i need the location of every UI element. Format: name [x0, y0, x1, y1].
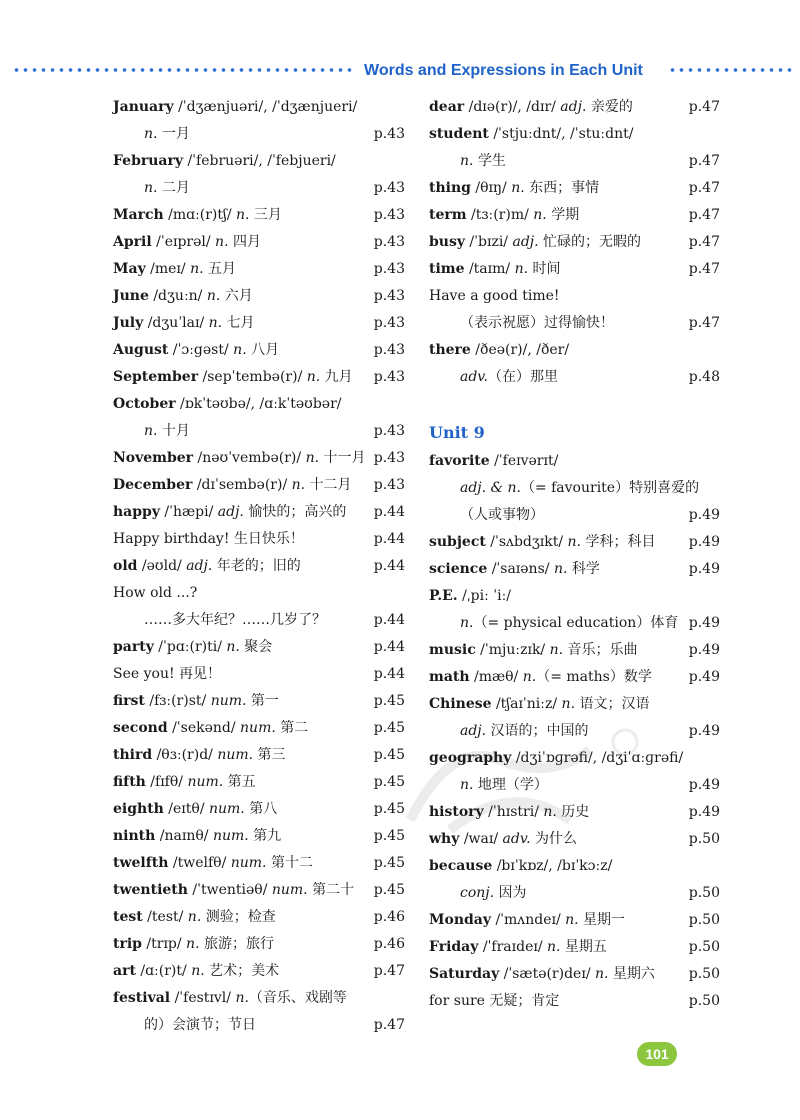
vocab-entry [113, 580, 405, 634]
entry-continuation [429, 718, 720, 745]
vocab-entry [113, 310, 405, 337]
entry-line [113, 769, 405, 796]
entry-line [429, 664, 720, 691]
entry-text: trip /trɪp/ n. 旅游；旅行 [113, 936, 274, 952]
entry-text: July /dʒuˈlaɪ/ n. 七月 [113, 315, 255, 331]
entry-text: art /ɑː(r)t/ n. 艺术；美术 [113, 963, 280, 979]
page-ref: p.49 [688, 615, 720, 631]
entry-text: ninth /naɪnθ/ num. 第九 [113, 828, 282, 844]
unit9-entries [429, 448, 720, 1015]
vocab-entry [113, 769, 405, 796]
entry-line [429, 907, 720, 934]
vocab-entry [113, 715, 405, 742]
page-ref: p.46 [373, 936, 405, 952]
page-ref: p.49 [688, 669, 720, 685]
entry-line [113, 877, 405, 904]
page-ref: p.43 [373, 261, 405, 277]
entry-text: April /ˈeɪprəl/ n. 四月 [113, 234, 261, 250]
entry-text: conj. 因为 [460, 885, 527, 901]
page-ref: p.49 [688, 561, 720, 577]
entry-text: n. 十月 [144, 423, 190, 439]
entry-line [429, 988, 720, 1015]
page-number-badge: 101 [637, 1042, 677, 1066]
entry-continuation [429, 310, 720, 337]
vocab-entry [113, 256, 405, 283]
entry-text: Monday /ˈmʌndeɪ/ n. 星期一 [429, 912, 626, 928]
entry-line [113, 256, 405, 283]
entry-text: n.（= physical education）体育 [460, 615, 679, 631]
entry-line [113, 715, 405, 742]
entry-text: February /ˈfebruəri/, /ˈfebjueri/ [113, 153, 336, 169]
vocab-entry [113, 634, 405, 661]
entry-line [113, 850, 405, 877]
entry-text: adj. & n.（= favourite）特别喜爱的 [460, 480, 700, 496]
entry-text: math /mæθ/ n.（= maths）数学 [429, 669, 652, 685]
page-ref: p.43 [373, 234, 405, 250]
entry-line [113, 526, 405, 553]
page-ref: p.45 [373, 720, 405, 736]
page-ref: p.43 [373, 288, 405, 304]
page-ref: p.44 [373, 639, 405, 655]
entry-text: （人或事物） [460, 507, 544, 523]
vocab-entry [429, 637, 720, 664]
vocab-entry [113, 364, 405, 391]
page-ref: p.45 [373, 774, 405, 790]
vocab-entry [429, 826, 720, 853]
entry-text: n. 二月 [144, 180, 190, 196]
vocab-entry [429, 556, 720, 583]
entry-text: subject /ˈsʌbdʒɪkt/ n. 学科；科目 [429, 534, 656, 550]
unit-heading: Unit 9 [429, 423, 485, 442]
vocab-entry [429, 961, 720, 988]
entry-line [113, 148, 405, 175]
entry-text: geography /dʒiˈɒɡrəfi/, /dʒiˈɑːɡrəfi/ [429, 750, 684, 766]
entry-line [429, 175, 720, 202]
page-ref: p.49 [688, 723, 720, 739]
vocab-entry [113, 877, 405, 904]
entry-text: Happy birthday! 生日快乐！ [113, 531, 304, 547]
page-ref: p.47 [688, 153, 720, 169]
entry-text: science /ˈsaɪəns/ n. 科学 [429, 561, 600, 577]
entry-text: n. 地理（学） [460, 777, 548, 793]
unit8-entries [429, 94, 720, 391]
page-ref: p.43 [373, 369, 405, 385]
page-ref: p.46 [373, 909, 405, 925]
page-ref: p.47 [688, 234, 720, 250]
page-ref: p.50 [688, 939, 720, 955]
entry-text: Friday /ˈfraɪdeɪ/ n. 星期五 [429, 939, 607, 955]
vocab-entry [429, 529, 720, 556]
vocab-entry [429, 988, 720, 1015]
page-ref: p.49 [688, 534, 720, 550]
page-ref: p.47 [688, 315, 720, 331]
vocab-entry [113, 553, 405, 580]
vocab-entry [429, 799, 720, 826]
vocab-entry [113, 229, 405, 256]
entry-text: How old ...? [113, 585, 198, 601]
entry-line [429, 799, 720, 826]
entry-text: adv.（在）那里 [460, 369, 559, 385]
page-header [0, 58, 800, 84]
vocab-entry [113, 202, 405, 229]
entry-line [429, 94, 720, 121]
entry-line [113, 688, 405, 715]
page-ref: p.43 [373, 450, 405, 466]
entry-text: favorite /ˈfeɪvərɪt/ [429, 453, 559, 469]
entry-continuation [113, 121, 405, 148]
entry-text: twelfth /twelfθ/ num. 第十二 [113, 855, 313, 871]
page-ref: p.45 [373, 882, 405, 898]
vocab-entry [429, 691, 720, 745]
vocab-entry [113, 445, 405, 472]
entry-continuation [113, 175, 405, 202]
entry-line [429, 745, 720, 772]
entry-text: first /fɜː(r)st/ num. 第一 [113, 693, 279, 709]
entry-text: October /ɒkˈtəʊbə/, /ɑːkˈtəʊbər/ [113, 396, 342, 412]
vocab-entry [429, 664, 720, 691]
entry-line [113, 634, 405, 661]
entry-text: music /ˈmjuːzɪk/ n. 音乐；乐曲 [429, 642, 638, 658]
entry-line [429, 826, 720, 853]
vocab-entry [429, 934, 720, 961]
entry-text: why /waɪ/ adv. 为什么 [429, 831, 577, 847]
vocab-entry [113, 148, 405, 202]
vocab-entry [429, 337, 720, 391]
vocab-entry [429, 121, 720, 175]
entry-text: September /sepˈtembə(r)/ n. 九月 [113, 369, 353, 385]
entry-text: party /ˈpɑː(r)ti/ n. 聚会 [113, 639, 273, 655]
vocab-entry [429, 94, 720, 121]
page-ref: p.43 [373, 207, 405, 223]
entry-line [113, 202, 405, 229]
entry-line [113, 310, 405, 337]
entry-text: thing /θɪŋ/ n. 东西；事情 [429, 180, 600, 196]
entry-line [113, 553, 405, 580]
vocab-entry [113, 850, 405, 877]
vocab-entry [429, 175, 720, 202]
page-ref: p.47 [373, 1017, 405, 1033]
spacer [429, 391, 720, 418]
entry-line [113, 337, 405, 364]
entry-text: Saturday /ˈsætə(r)deɪ/ n. 星期六 [429, 966, 655, 982]
page-ref: p.48 [688, 369, 720, 385]
entry-text: （表示祝愿）过得愉快！ [460, 315, 614, 331]
entry-continuation [113, 1012, 405, 1039]
entry-text: Have a good time! [429, 288, 560, 304]
vocab-entry [113, 742, 405, 769]
vocab-entry [113, 499, 405, 526]
vocab-entry [429, 907, 720, 934]
entry-text: old /əʊld/ adj. 年老的；旧的 [113, 558, 301, 574]
vocab-entry [113, 931, 405, 958]
page-ref: p.43 [373, 126, 405, 142]
entry-line [429, 283, 720, 310]
page-ref: p.49 [688, 507, 720, 523]
entry-continuation [113, 607, 405, 634]
entry-text: November /nəʊˈvembə(r)/ n. 十一月 [113, 450, 366, 466]
entry-line [113, 391, 405, 418]
entry-text: time /taɪm/ n. 时间 [429, 261, 561, 277]
page-ref: p.45 [373, 747, 405, 763]
page-ref: p.44 [373, 612, 405, 628]
entry-line [113, 445, 405, 472]
entry-text: adj. 汉语的；中国的 [460, 723, 589, 739]
page-ref: p.47 [688, 180, 720, 196]
entry-line [113, 985, 405, 1012]
page-ref: p.50 [688, 966, 720, 982]
entry-line [429, 637, 720, 664]
entry-text: third /θɜː(r)d/ num. 第三 [113, 747, 286, 763]
vocab-entry [429, 229, 720, 256]
right-column [429, 94, 720, 1015]
entry-text: ……多大年纪？……几岁了？ [144, 612, 326, 628]
page-ref: p.44 [373, 504, 405, 520]
vocab-entry [429, 256, 720, 283]
entry-line [429, 337, 720, 364]
vocab-entry [113, 904, 405, 931]
vocab-entry [113, 526, 405, 553]
entry-line [113, 499, 405, 526]
page-ref: p.47 [688, 99, 720, 115]
left-column [113, 94, 405, 1039]
page-ref: p.49 [688, 777, 720, 793]
entry-text: n. 一月 [144, 126, 190, 142]
entry-line [429, 448, 720, 475]
entry-text: P.E. /ˌpiː ˈiː/ [429, 588, 512, 604]
entry-line [429, 583, 720, 610]
entry-text: December /dɪˈsembə(r)/ n. 十二月 [113, 477, 352, 493]
entry-text: fifth /fɪfθ/ num. 第五 [113, 774, 256, 790]
page-ref: p.47 [688, 207, 720, 223]
page-ref: p.43 [373, 342, 405, 358]
entry-line [429, 121, 720, 148]
page-ref: p.50 [688, 831, 720, 847]
vocab-entry [429, 583, 720, 637]
entry-line [429, 961, 720, 988]
entry-line [429, 853, 720, 880]
entry-line [113, 661, 405, 688]
page-ref: p.45 [373, 855, 405, 871]
entry-continuation [429, 772, 720, 799]
entry-text: See you! 再见！ [113, 666, 222, 682]
page-ref: p.49 [688, 804, 720, 820]
entry-text: Chinese /tʃaɪˈniːz/ n. 语文；汉语 [429, 696, 650, 712]
dotted-rule-right [668, 67, 792, 73]
entry-line [113, 472, 405, 499]
page-ref: p.44 [373, 531, 405, 547]
entry-text: twentieth /ˈtwentiəθ/ num. 第二十 [113, 882, 355, 898]
vocab-entry [113, 472, 405, 499]
page-ref: p.49 [688, 642, 720, 658]
entry-continuation [429, 880, 720, 907]
entry-line [113, 796, 405, 823]
vocab-entry [113, 985, 405, 1039]
entry-text: March /mɑː(r)tʃ/ n. 三月 [113, 207, 282, 223]
page-ref: p.43 [373, 315, 405, 331]
vocab-entry [113, 796, 405, 823]
vocab-entry [113, 337, 405, 364]
entry-continuation [429, 502, 720, 529]
entry-text: May /meɪ/ n. 五月 [113, 261, 236, 277]
page-ref: p.43 [373, 180, 405, 196]
entry-text: n. 学生 [460, 153, 506, 169]
page-ref: p.50 [688, 885, 720, 901]
entry-text: 的）会演节；节日 [144, 1017, 256, 1033]
page-ref: p.50 [688, 912, 720, 928]
vocab-entry [113, 283, 405, 310]
entry-text: term /tɜː(r)m/ n. 学期 [429, 207, 580, 223]
entry-line [429, 934, 720, 961]
entry-line [429, 556, 720, 583]
entry-line [429, 229, 720, 256]
page-ref: p.43 [373, 477, 405, 493]
entry-line [113, 742, 405, 769]
entry-line [429, 529, 720, 556]
vocab-entry [113, 94, 405, 148]
vocab-entry [429, 202, 720, 229]
vocab-entry [113, 823, 405, 850]
entry-line [113, 823, 405, 850]
entry-text: January /ˈdʒænjuəri/, /ˈdʒænjueri/ [113, 99, 358, 115]
entry-text: test /test/ n. 测验；检查 [113, 909, 276, 925]
vocab-entry [429, 448, 720, 529]
entry-line [113, 580, 405, 607]
entry-line [429, 202, 720, 229]
entry-line [429, 691, 720, 718]
entry-text: because /bɪˈkɒz/, /bɪˈkɔːz/ [429, 858, 613, 874]
entry-line [113, 904, 405, 931]
entry-continuation [429, 364, 720, 391]
entry-text: second /ˈsekənd/ num. 第二 [113, 720, 309, 736]
entry-text: busy /ˈbɪzi/ adj. 忙碌的；无暇的 [429, 234, 642, 250]
page-ref: p.45 [373, 693, 405, 709]
entry-continuation [113, 418, 405, 445]
entry-continuation [429, 610, 720, 637]
entry-continuation [429, 148, 720, 175]
vocab-entry [429, 745, 720, 799]
entry-text: history /ˈhɪstri/ n. 历史 [429, 804, 590, 820]
entry-line [113, 931, 405, 958]
page-ref: p.44 [373, 666, 405, 682]
entry-line [113, 283, 405, 310]
vocab-entry [429, 283, 720, 337]
entry-text: for sure 无疑；肯定 [429, 993, 560, 1009]
entry-text: dear /dɪə(r)/, /dɪr/ adj. 亲爱的 [429, 99, 633, 115]
entry-text: June /dʒuːn/ n. 六月 [113, 288, 253, 304]
entry-line [113, 958, 405, 985]
page-ref: p.47 [688, 261, 720, 277]
vocab-entry [113, 958, 405, 985]
vocab-entry [113, 661, 405, 688]
entry-text: festival /ˈfestɪvl/ n.（音乐、戏剧等 [113, 990, 347, 1006]
entry-line [113, 229, 405, 256]
entry-line [429, 256, 720, 283]
vocab-entry [113, 391, 405, 445]
entry-text: happy /ˈhæpi/ adj. 愉快的；高兴的 [113, 504, 347, 520]
entry-line [113, 94, 405, 121]
entry-text: August /ˈɔːgəst/ n. 八月 [113, 342, 280, 358]
page-ref: p.44 [373, 558, 405, 574]
page-ref: p.45 [373, 828, 405, 844]
page-ref: p.45 [373, 801, 405, 817]
vocab-entry [429, 853, 720, 907]
entry-text: student /ˈstjuːdnt/, /ˈstuːdnt/ [429, 126, 634, 142]
entry-text: eighth /eɪtθ/ num. 第八 [113, 801, 278, 817]
entry-text: there /ðeə(r)/, /ðer/ [429, 342, 570, 358]
page-ref: p.50 [688, 993, 720, 1009]
page-ref: p.47 [373, 963, 405, 979]
section-title: Words and Expressions in Each Unit [364, 62, 643, 79]
entry-line [113, 364, 405, 391]
vocab-entry [113, 688, 405, 715]
page-ref: p.43 [373, 423, 405, 439]
dotted-rule-left [12, 67, 354, 73]
entry-continuation [429, 475, 720, 502]
